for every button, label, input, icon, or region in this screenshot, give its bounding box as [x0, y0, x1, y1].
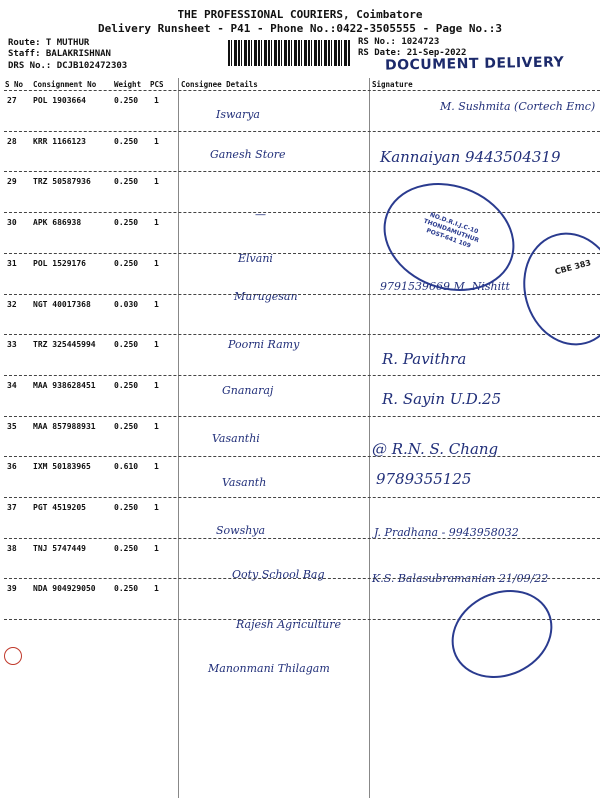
row-consignee-handwritten: Ganesh Store: [210, 148, 286, 161]
row-signature: R. Pavithra: [382, 350, 467, 368]
row-divider: [4, 90, 600, 91]
row-signature: @ R.N. S. Chang: [372, 440, 499, 458]
row-weight: 0.250: [114, 543, 139, 553]
col-weight: Weight: [114, 80, 142, 89]
row-consignment-no: KRR 1166123: [33, 136, 86, 146]
row-signature: M. Sushmita (Cortech Emc): [440, 100, 596, 113]
row-weight: 0.250: [114, 421, 139, 431]
row-pcs: 1: [154, 584, 159, 594]
drs-number: DRS No.: DCJB102472303: [8, 61, 128, 71]
row-divider: [4, 294, 600, 295]
barcode: [228, 40, 350, 66]
row-signature: R. Sayin U.D.25: [382, 390, 502, 408]
row-consignment-no: NGT 40017368: [33, 299, 91, 309]
row-pcs: 1: [154, 543, 159, 553]
society-seal: [511, 222, 600, 356]
row-consignment-no: POL 1903664: [33, 96, 86, 105]
signature-divider: [369, 78, 370, 798]
row-consignment-no: IXM 50183965: [33, 462, 91, 472]
row-weight: 0.250: [114, 503, 139, 512]
row-weight: 0.250: [114, 96, 139, 105]
row-consignee-handwritten: Gnanaraj: [222, 384, 274, 397]
row-divider: [4, 416, 600, 417]
row-consignee-handwritten: Ooty School Bag: [232, 568, 325, 581]
row-consignee-handwritten: Elvani: [238, 252, 273, 265]
society-seal-code: CBE 383: [553, 258, 592, 277]
details-divider: [178, 78, 179, 798]
row-divider: [4, 171, 600, 172]
row-pcs: 1: [154, 340, 159, 350]
rs-number: RS No.: 1024723: [358, 37, 440, 47]
row-divider: [4, 538, 600, 539]
row-consignee-handwritten: Poorni Ramy: [228, 338, 300, 351]
row-consignment-no: APK 686938: [33, 218, 82, 228]
row-divider: [4, 334, 600, 335]
row-weight: 0.250: [114, 218, 139, 228]
row-consignee-handwritten: Manonmani Thilagam: [208, 662, 330, 675]
row-sno: 39: [7, 584, 17, 594]
row-pcs: 1: [154, 258, 159, 268]
row-sno: 32: [7, 299, 17, 309]
row-divider: [4, 578, 600, 579]
row-consignee-handwritten: —: [255, 208, 266, 221]
row-pcs: 1: [154, 380, 159, 390]
row-divider: [4, 497, 600, 498]
row-sno: 28: [7, 136, 17, 146]
row-weight: 0.250: [114, 136, 139, 146]
row-consignment-no: NDA 904929050: [33, 584, 96, 594]
row-sno: 38: [7, 543, 17, 553]
col-consignee-details: Consignee Details: [181, 80, 258, 89]
row-weight: 0.030: [114, 299, 139, 309]
document-delivery-stamp: DOCUMENT DELIVERY: [384, 54, 565, 74]
row-divider: [4, 456, 600, 457]
row-signature: 9791539669 M. Nishitt: [380, 280, 510, 293]
circled-row-mark: [4, 647, 22, 665]
row-pcs: 1: [154, 96, 159, 105]
row-weight: 0.250: [114, 177, 139, 187]
row-consignee-handwritten: Vasanth: [222, 476, 267, 489]
row-signature: K.S. Balasubramanian 21/09/22: [372, 572, 549, 585]
row-consignee-handwritten: Vasanthi: [212, 432, 260, 445]
row-weight: 0.250: [114, 380, 139, 390]
col-pcs: PCS: [150, 80, 164, 89]
row-sno: 35: [7, 421, 17, 431]
row-consignee-handwritten: Murugesan: [234, 290, 298, 303]
row-consignee-handwritten: Iswarya: [216, 108, 260, 121]
seal-text: NO.D.R.I.J.C-10 THONDAMUTHUR POST-641 109: [422, 211, 480, 250]
route-label: Route: T MUTHUR: [8, 38, 90, 48]
row-signature: 9789355125: [376, 470, 472, 488]
row-weight: 0.250: [114, 340, 139, 350]
row-sno: 30: [7, 218, 17, 228]
row-consignment-no: PGT 4519205: [33, 503, 86, 512]
row-consignment-no: TRZ 325445994: [33, 340, 96, 350]
runsheet-title: Delivery Runsheet - P41 - Phone No.:0422-3505555 - Page No.:3: [98, 22, 502, 35]
row-weight: 0.250: [114, 584, 139, 594]
row-consignment-no: POL 1529176: [33, 258, 86, 268]
staff-label: Staff: BALAKRISHNAN: [8, 49, 111, 59]
row-weight: 0.250: [114, 258, 139, 268]
company-title: THE PROFESSIONAL COURIERS, Coimbatore: [177, 8, 423, 21]
row-signature: J. Pradhana - 9943958032: [374, 526, 519, 539]
row-pcs: 1: [154, 421, 159, 431]
rs-date: RS Date: 21-Sep-2022: [358, 48, 467, 58]
row-consignee-handwritten: Sowshya: [216, 524, 266, 537]
row-sno: 31: [7, 258, 17, 268]
row-consignment-no: MAA 938628451: [33, 380, 96, 390]
row-sno: 36: [7, 462, 17, 472]
row-pcs: 1: [154, 218, 159, 228]
row-weight: 0.610: [114, 462, 139, 472]
row-pcs: 1: [154, 177, 159, 187]
col-sno: S No: [5, 80, 24, 89]
row-consignment-no: MAA 857988931: [33, 421, 96, 431]
row-sno: 33: [7, 340, 17, 350]
row-consignment-no: TRZ 50587936: [33, 177, 91, 187]
row-pcs: 1: [154, 503, 159, 512]
row-consignment-no: TNJ 5747449: [33, 543, 86, 553]
company-seal: [437, 574, 567, 694]
row-sno: 37: [7, 503, 17, 512]
row-divider: [4, 375, 600, 376]
col-consignment: Consignment No: [33, 80, 97, 89]
row-signature: Kannaiyan 9443504319: [380, 148, 561, 166]
row-sno: 34: [7, 380, 17, 390]
col-signature: Signature: [372, 80, 413, 89]
row-pcs: 1: [154, 462, 159, 472]
row-divider: [4, 212, 600, 213]
row-pcs: 1: [154, 299, 159, 309]
row-consignee-handwritten: Rajesh Agriculture: [236, 618, 342, 631]
row-divider: [4, 131, 600, 132]
row-sno: 29: [7, 177, 17, 187]
row-sno: 27: [7, 96, 17, 105]
row-pcs: 1: [154, 136, 159, 146]
